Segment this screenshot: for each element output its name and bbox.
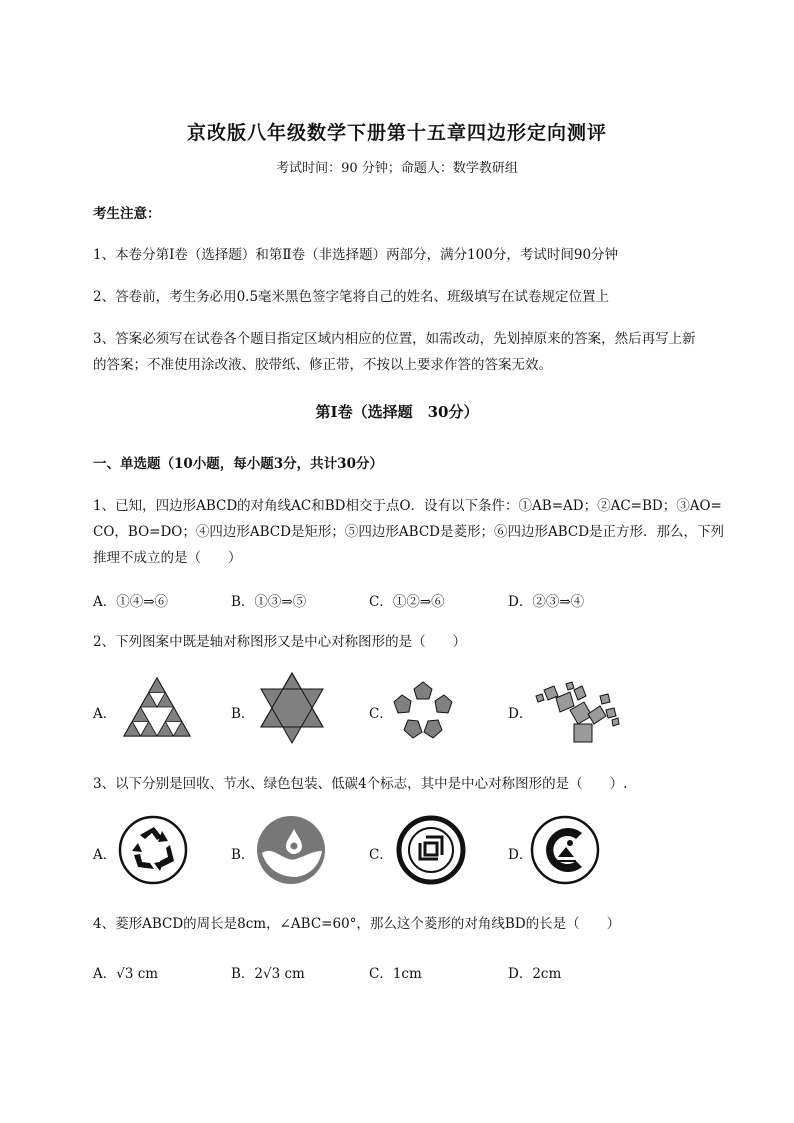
q4-option-d[interactable]: D．2cm: [508, 966, 562, 982]
q3-option-a-label[interactable]: A．: [93, 847, 117, 863]
notice-item-3-cont: 的答案；不准使用涂改液、胶带纸、修正带，不按以上要求作答的答案无效。: [93, 357, 552, 373]
notice-item-3: 3、答案必须写在试卷各个题目指定区域内相应的位置，如需改动，先划掉原来的答案，然后再写上新: [93, 331, 696, 347]
sierpinski-triangle-icon[interactable]: [122, 676, 192, 738]
q4-line-1: 4、菱形ABCD的周长是8cm，∠ABC=60°，那么这个菱形的对角线BD的长是（ ）: [93, 916, 621, 932]
q1-line-3: 推理不成立的是（ ）: [93, 550, 242, 566]
q2-option-a-label[interactable]: A．: [93, 706, 117, 722]
q3-option-c-label[interactable]: C．: [369, 847, 393, 863]
pentagon-flower-icon[interactable]: [392, 680, 454, 740]
q4-option-b[interactable]: B．2√3 cm: [231, 966, 305, 982]
recycle-logo-icon[interactable]: [118, 815, 188, 885]
q1-line-2: CO，BO=DO；④四边形ABCD是矩形；⑤四边形ABCD是菱形；⑥四边形ABCD是正方形．那么，下列: [93, 524, 725, 540]
q4-option-c[interactable]: C．1cm: [369, 966, 422, 982]
q1-line-1: 1、已知，四边形ABCD的对角线AC和BD相交于点O．设有以下条件：①AB=AD；②AC=BD；③AO=: [93, 498, 722, 514]
q2-option-d-label[interactable]: D．: [508, 706, 533, 722]
q1-option-c[interactable]: C．①②⇒⑥: [369, 594, 445, 610]
low-carbon-logo-icon[interactable]: [530, 815, 600, 885]
notice-item-2: 2、答卷前，考生务必用0.5毫米黑色签字笔将自己的姓名、班级填写在试卷规定位置上: [93, 289, 610, 305]
section-title: 第I卷（选择题 30分）: [315, 403, 479, 421]
q2-option-b-label[interactable]: B．: [231, 706, 255, 722]
q3-line-1: 3、以下分别是回收、节水、绿色包装、低碳4个标志，其中是中心对称图形的是（ ）.: [93, 776, 628, 792]
notice-heading: 考生注意：: [93, 206, 161, 222]
q1-option-d[interactable]: D．②③⇒④: [508, 594, 585, 610]
hexagram-icon[interactable]: [256, 672, 328, 744]
q3-option-d-label[interactable]: D．: [508, 847, 533, 863]
part-heading: 一、单选题（10小题，每小题3分，共计30分）: [93, 456, 383, 472]
q4-option-a[interactable]: A．√3 cm: [93, 966, 159, 982]
notice-item-1: 1、本卷分第I卷（选择题）和第Ⅱ卷（非选择题）两部分，满分100分，考试时间90分钟: [93, 247, 619, 263]
water-saving-logo-icon[interactable]: [256, 815, 326, 885]
q2-line-1: 2、下列图案中既是轴对称图形又是中心对称图形的是（ ）: [93, 634, 467, 650]
fractal-tree-icon[interactable]: [530, 680, 620, 744]
q3-option-b-label[interactable]: B．: [231, 847, 255, 863]
q1-option-b[interactable]: B．①③⇒⑤: [231, 594, 307, 610]
page-title: 京改版八年级数学下册第十五章四边形定向测评: [186, 122, 607, 144]
green-packaging-logo-icon[interactable]: [396, 815, 466, 885]
q1-option-a[interactable]: A．①④⇒⑥: [93, 594, 169, 610]
exam-subtitle: 考试时间：90 分钟；命题人：数学教研组: [276, 161, 518, 176]
q2-option-c-label[interactable]: C．: [369, 706, 393, 722]
